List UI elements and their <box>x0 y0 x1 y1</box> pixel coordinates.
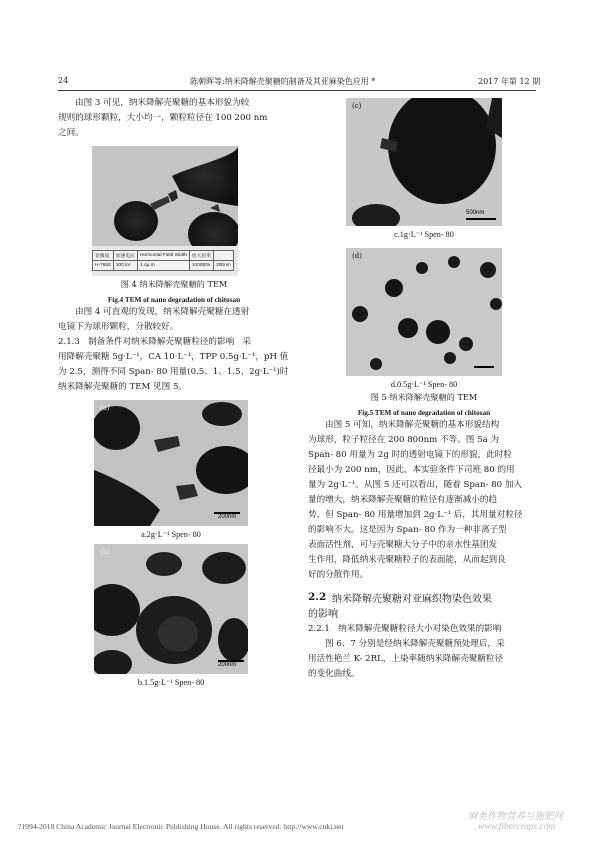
footer-copyright: ?1994-2018 China Academic Journal Electronic Publishing House. All rights reserved. http://www.cnki.net <box>18 822 344 831</box>
figure-5d-label: (d) <box>352 252 362 260</box>
meta-header-voltage: 加速电压 <box>113 251 137 261</box>
meta-value-microscope: H-7650 <box>93 261 114 271</box>
header-rule <box>58 90 536 91</box>
figure-5b-tem-image <box>94 544 248 674</box>
figure-5-caption-cn: 图 5 纳米降解壳聚糖的 TEM <box>370 392 478 402</box>
figure-5a-caption: a.2g·L⁻¹ Spen- 80 <box>141 530 201 539</box>
figure-4-caption-cn: 图 4 纳米降解壳聚糖的 TEM <box>120 279 228 289</box>
meta-value-magnification: 100000x <box>189 261 213 271</box>
watermark-en: www.fibercrops.com <box>478 822 556 832</box>
paragraph-fig5: 由图 5 可知，纳米降解壳聚糖的基本形貌结构 为球形，粒子粒径在 200 800nm 不等。图 5a 为 Span- 80 用量为 2g 时的透射电镜下的形貌，此时粒 径最小为 200 nm，因此，本实验条件下司班 80 的用 量为 2g·L⁻¹。从图 5 还可以看出，随着 Span- 80 加入 量的增大，纳米降解壳聚糖的粒径有逐渐减小的趋 势，但 Span- 80 用量增加到 2g·L⁻¹ 后，其用量对粒径 的影响不大。这是因为 Span- 80 作为一种非离子型 表面活性剂，可与壳聚糖大分子中的亲水性基团发 生作用，降低纳米壳聚糖粒子的表面能，从而起到良 好的分散作用。 <box>308 420 523 580</box>
figure-4-caption-en: Fig.4 TEM of nano degradation of chitosan <box>107 296 241 304</box>
section-2-2-title: 纳米降解壳聚糖对亚麻织物染色效果 的影响 <box>308 594 492 620</box>
watermark-cn: 麻类作物营养与施肥网 <box>468 811 564 822</box>
paragraph-fig4: 由图 4 可直观的发现，纳米降解壳聚糖在透射 电镜下为球形颗粒，分散较好。 <box>58 307 250 332</box>
paragraph-fig3: 由图 3 可见，纳米降解壳聚糖的基本形貌为较 规则的球形颗粒，大小均一，颗粒粒径在 100 200 nm 之间。 <box>58 98 268 138</box>
figure-5c-caption: c.1g·L⁻¹ Spen- 80 <box>394 230 454 239</box>
figure-5d-micrograph <box>346 248 502 376</box>
meta-value-scale: 200nm <box>214 261 234 271</box>
figure-5b-label: (b) <box>100 548 110 556</box>
figure-5a-scale: 200nm <box>218 514 237 520</box>
section-2-1-3-title: 制备条件对纳米降解壳聚糖粒径的影响 <box>88 337 235 347</box>
figure-5a-label: (a) <box>100 404 110 412</box>
meta-header-blank <box>214 251 234 261</box>
section-2-1-3: 2.1.3 制备条件对纳米降解壳聚糖粒径的影响 采 用降解壳聚糖 5g·L⁻¹，CA 10·L⁻¹，TPP 0.5g·L⁻¹，pH 值 为 2.5，测得不同 Span- 80 用量(0.5、1、1.5、2g·L⁻¹)时 纳米降解壳聚糖的 TEM 见图 5。 <box>58 337 289 392</box>
figure-5a-tem-image <box>94 400 248 526</box>
figure-4-meta-table <box>92 250 234 271</box>
running-title: 陈朝晖等:纳米降解壳聚糖的制备及其亚麻染色应用 * <box>190 77 376 86</box>
meta-header-microscope: 显微镜 <box>93 251 114 261</box>
figure-5d-tem-image <box>346 248 502 376</box>
figure-5c-micrograph <box>346 98 502 226</box>
figure-5a-micrograph <box>94 400 248 526</box>
page-number: 24 <box>58 76 69 85</box>
section-2-2-1-number: 2.2.1 <box>308 624 330 634</box>
figure-5c-label: (c) <box>352 102 362 110</box>
meta-header-hfw: Horizontal Field Width <box>137 251 189 261</box>
figure-5b-scale: 200nm <box>218 662 237 668</box>
figure-5c-tem-image <box>346 98 502 226</box>
figure-5d-caption: d.0.5g·L⁻¹ Spen- 80 <box>390 380 458 389</box>
figure-5c-scale: 500nm <box>466 210 485 216</box>
figure-4-tem-image <box>92 146 238 276</box>
section-2-2-1: 2.2.1 纳米降解壳聚糖粒径大小对染色效果的影响 图 6、7 分别是经纳米降解壳聚糖预处理后，采 用活性艳兰 K- 2RL，上染率随纳米降解壳聚糖粒径 的变化曲线。 <box>308 624 505 679</box>
figure-5b-micrograph <box>94 544 248 674</box>
section-2-2-number: 2.2 <box>308 591 327 603</box>
meta-value-hfw: 1.4µ m <box>137 261 189 271</box>
meta-value-voltage: 100 kV <box>113 261 137 271</box>
section-2-1-3-number: 2.1.3 <box>58 337 80 347</box>
figure-5b-caption: b.1.5g·L⁻¹ Spen- 80 <box>137 678 205 687</box>
section-2-2-1-title: 纳米降解壳聚糖粒径大小对染色效果的影响 <box>338 624 502 634</box>
figure-5-caption-en: Fig.5 TEM of nano degradation of chitosan <box>357 409 491 417</box>
meta-header-magnification: 放大倍率 <box>189 251 213 261</box>
issue-label: 2017 年第 12 期 <box>478 77 541 86</box>
section-2-1-3-lead: 采 <box>242 337 251 347</box>
